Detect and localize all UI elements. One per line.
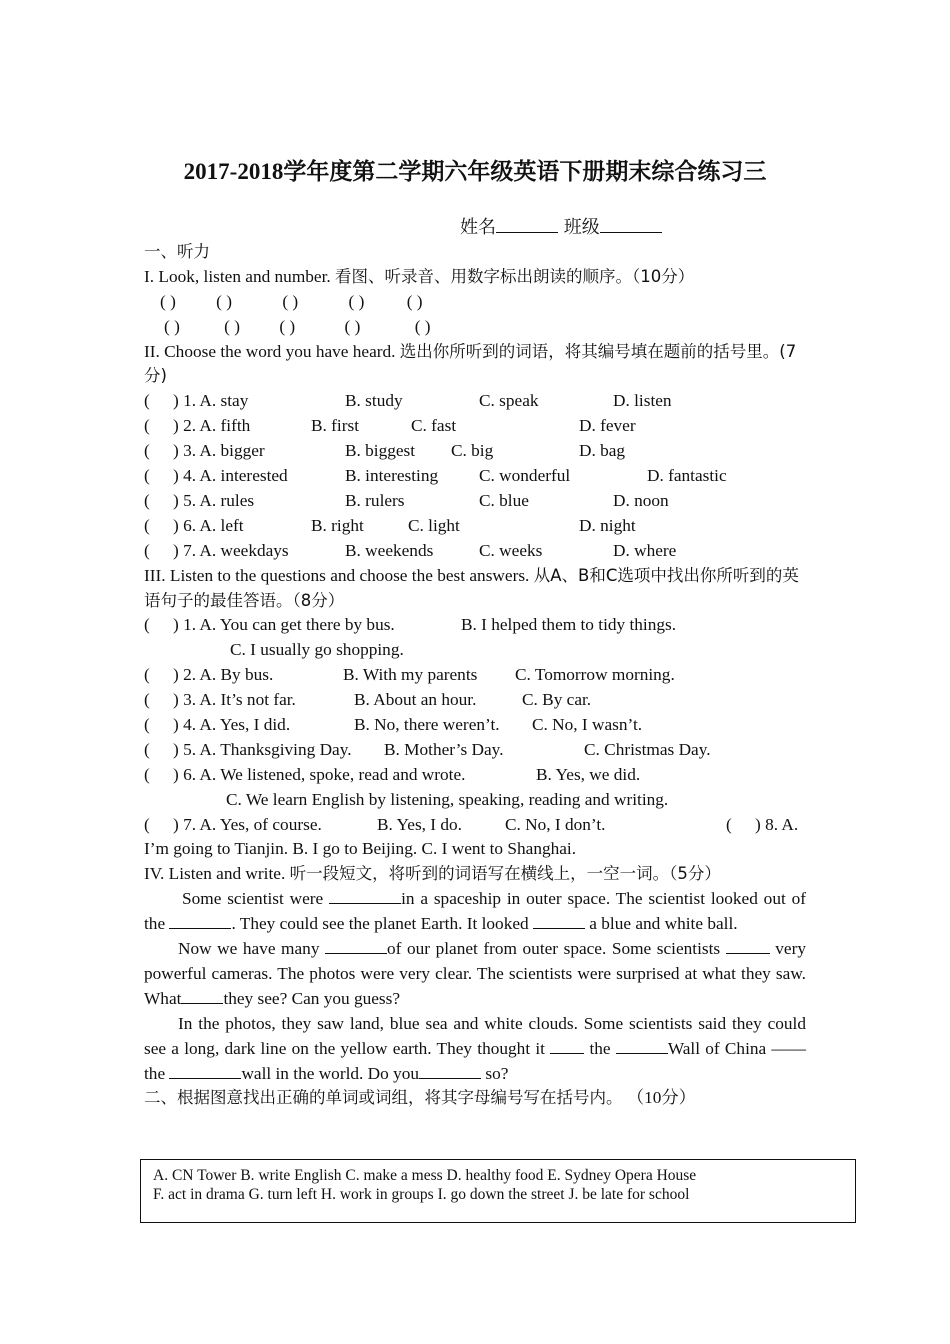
answer-bracket[interactable]: ( ) [414, 316, 431, 336]
section2-item [144, 464, 806, 489]
passage-text: very powerful cameras. The photos were very clear. The scientists were surprised at what they saw. What [144, 939, 806, 1008]
option-b: B. right [311, 515, 364, 535]
fill-blank[interactable] [533, 912, 585, 929]
passage-text: the [584, 1038, 616, 1058]
option-c: C. No, I don’t. [505, 814, 606, 834]
option-d: D. listen [613, 391, 672, 411]
section3-heading-en: III. Listen to the questions and choose the best answers. [144, 565, 530, 585]
section2-heading-en: II. Choose the word you have heard. [144, 341, 396, 361]
answer-bracket[interactable]: ( [144, 764, 150, 784]
section4-heading [144, 862, 806, 887]
option-d: D. night [579, 515, 636, 535]
option-d: D. noon [613, 490, 669, 510]
passage-text: Some scientist were [182, 889, 330, 909]
option-c: C. Tomorrow morning. [515, 665, 675, 685]
answer-bracket[interactable]: ( ) [224, 316, 241, 336]
answer-bracket[interactable]: ( [144, 441, 150, 461]
part1-heading: 一、听力 [144, 242, 210, 261]
option-c: C. No, I wasn’t. [532, 714, 643, 734]
option-c: C. light [408, 515, 460, 535]
answer-bracket[interactable]: ( [144, 466, 150, 486]
option-a: ) 4. A. interested [173, 466, 288, 486]
section2-item [144, 539, 806, 564]
option-a: ) 6. A. left [173, 515, 244, 535]
exam-content [144, 240, 806, 1111]
passage-text: wall in the world. Do you [241, 1063, 420, 1083]
section1-heading [144, 265, 806, 290]
section3-item [144, 613, 806, 638]
section1-brackets-row2 [144, 315, 806, 340]
section2-heading [144, 340, 806, 390]
name-blank[interactable] [496, 218, 558, 233]
answer-bracket[interactable]: ( [726, 814, 732, 834]
option-d: D. where [613, 540, 677, 560]
option-a: ) 3. A. bigger [173, 441, 265, 461]
passage-paragraph-2 [144, 937, 806, 1012]
page-title: 2017-2018学年度第二学期六年级英语下册期末综合练习三 [183, 159, 767, 184]
section3-item8-options: I’m going to Tianjin. B. I go to Beijing. C. I went to Shanghai. [144, 839, 577, 859]
option-b: B. Yes, we did. [536, 764, 641, 784]
fill-blank[interactable] [419, 1062, 481, 1079]
option-b: B. No, there weren’t. [354, 714, 500, 734]
section4-heading-cn: 听一段短文，将听到的词语写在横线上，一空一词。（5分） [289, 864, 721, 884]
fill-blank[interactable] [329, 887, 401, 904]
section3-item [144, 763, 806, 788]
answer-bracket[interactable]: ( ) [406, 291, 423, 311]
part2-heading-cn: 二、根据图意找出正确的单词或词组，将其字母编号写在括号内。 [144, 1088, 623, 1108]
section2-item [144, 489, 806, 514]
fill-blank[interactable] [616, 1037, 668, 1054]
answer-bracket[interactable]: ( [144, 416, 150, 436]
section3-item [144, 713, 806, 738]
option-b: B. Yes, I do. [377, 814, 462, 834]
option-c: C. big [451, 441, 494, 461]
passage-text: Now we have many [178, 939, 326, 959]
answer-bracket[interactable]: ( [144, 391, 150, 411]
option-d: D. fantastic [647, 466, 727, 486]
option-b: B. weekends [345, 540, 434, 560]
fill-blank[interactable] [181, 987, 223, 1004]
option-a: ) 7. A. Yes, of course. [173, 814, 322, 834]
answer-bracket[interactable]: ( [144, 615, 150, 635]
section1-heading-en: I. Look, listen and number. [144, 266, 331, 286]
name-class-line [460, 216, 662, 240]
passage-text: Wall of China —— the [144, 1038, 806, 1083]
passage-text: so? [481, 1063, 509, 1083]
section3-item [144, 688, 806, 713]
option-a: ) 7. A. weekdays [173, 540, 289, 560]
option-b: B. With my parents [343, 665, 478, 685]
answer-bracket[interactable]: ( ) [160, 291, 176, 311]
option-a: ) 6. A. We listened, spoke, read and wrote. [173, 764, 466, 784]
answer-bracket[interactable]: ( [144, 814, 150, 834]
option-c: C. We learn English by listening, speaking, reading and writing. [226, 789, 669, 809]
passage-paragraph-1 [144, 887, 806, 937]
option-b: B. I helped them to tidy things. [461, 615, 677, 635]
answer-bracket[interactable]: ( [144, 515, 150, 535]
option-b: B. Mother’s Day. [384, 739, 504, 759]
answer-bracket[interactable]: ( [144, 665, 150, 685]
section2-item [144, 389, 806, 414]
option-a: ) 2. A. fifth [173, 416, 251, 436]
option-b: B. rulers [345, 490, 405, 510]
option-c: C. weeks [479, 540, 543, 560]
name-label: 姓名 [460, 217, 496, 238]
fill-blank[interactable] [169, 1062, 241, 1079]
answer-bracket[interactable]: ( ) [282, 291, 299, 311]
section3-item [144, 813, 806, 838]
section3-item-continued [144, 837, 806, 862]
word-bank-box [140, 1159, 856, 1223]
fill-blank[interactable] [325, 937, 387, 954]
option-b: B. interesting [345, 466, 439, 486]
answer-bracket[interactable]: ( [144, 540, 150, 560]
option-b: B. first [311, 416, 360, 436]
option-c: C. Christmas Day. [584, 739, 711, 759]
option-c: C. blue [479, 490, 529, 510]
section4-heading-en: IV. Listen and write. [144, 864, 286, 884]
passage-text: in a spaceship in outer space. The scientist looked out of the [144, 889, 806, 934]
option-b: B. About an hour. [354, 690, 477, 710]
section2-item [144, 514, 806, 539]
option-c: C. fast [411, 416, 457, 436]
option-a: ) 3. A. It’s not far. [173, 690, 296, 710]
section3-heading [144, 564, 806, 614]
answer-bracket[interactable]: ( ) [164, 316, 180, 336]
section2-item [144, 439, 806, 464]
answer-bracket[interactable]: ( [144, 714, 150, 734]
section3-item-continued [144, 788, 806, 813]
option-a: ) 1. A. You can get there by bus. [173, 615, 395, 635]
option-b: B. biggest [345, 441, 416, 461]
section3-item [144, 738, 806, 763]
answer-bracket[interactable]: ( [144, 490, 150, 510]
answer-bracket[interactable]: ( [144, 739, 150, 759]
option-a: ) 1. A. stay [173, 391, 249, 411]
answer-bracket[interactable]: ( ) [344, 316, 361, 336]
option-a: ) 5. A. Thanksgiving Day. [173, 739, 352, 759]
passage-text: they see? Can you guess? [223, 988, 401, 1008]
passage-text: of our planet from outer space. Some scientists [387, 939, 726, 959]
word-bank-row-1: A. CN Tower B. write English C. make a mess D. healthy food E. Sydney Opera House [153, 1167, 697, 1184]
option-a: ) 5. A. rules [173, 490, 255, 510]
passage-text: . They could see the planet Earth. It looked [231, 914, 533, 934]
option-c: C. By car. [522, 690, 592, 710]
answer-bracket[interactable]: ( ) [279, 316, 296, 336]
section1-heading-cn: 看图、听录音、用数字标出朗读的顺序。（10分） [335, 266, 695, 286]
class-label: 班级 [563, 217, 600, 238]
passage-paragraph-3 [144, 1012, 806, 1087]
answer-bracket[interactable]: ( ) [216, 291, 233, 311]
section1-brackets-row1 [144, 290, 806, 315]
option-b: B. study [345, 391, 403, 411]
option-a: ) 4. A. Yes, I did. [173, 714, 291, 734]
section3-heading-cn: 从A、B和C选项中找出你所听到的英语句子的最佳答语。（8分） [144, 565, 799, 610]
word-bank-row-2: F. act in drama G. turn left H. work in groups I. go down the street J. be late for school [153, 1186, 690, 1203]
fill-blank[interactable] [550, 1037, 584, 1054]
section2-item [144, 414, 806, 439]
answer-bracket[interactable]: ( [144, 690, 150, 710]
passage-text: a blue and white ball. [584, 914, 738, 934]
option-c: C. wonderful [479, 466, 571, 486]
part2-heading [144, 1086, 806, 1111]
section3-item-continued [144, 638, 806, 663]
section3-item [144, 663, 806, 688]
option-a: ) 2. A. By bus. [173, 665, 274, 685]
option-d: D. bag [579, 441, 626, 461]
class-blank[interactable] [600, 218, 662, 233]
passage-text: In the photos, they saw land, blue sea and white clouds. Some scientists said they could see a long, dark line on the yellow earth. They thought it [144, 1013, 806, 1058]
section2-heading-cn: 选出你所听到的词语，将其编号填在题前的括号里。(7分) [144, 341, 797, 386]
option-c: C. speak [479, 391, 539, 411]
option-a: ) 8. A. [755, 814, 799, 834]
option-d: D. fever [579, 416, 636, 436]
answer-bracket[interactable]: ( ) [348, 291, 365, 311]
fill-blank[interactable] [726, 937, 770, 954]
part2-points: （10分） [626, 1088, 696, 1108]
fill-blank[interactable] [169, 912, 231, 929]
option-c: C. I usually go shopping. [230, 640, 404, 660]
